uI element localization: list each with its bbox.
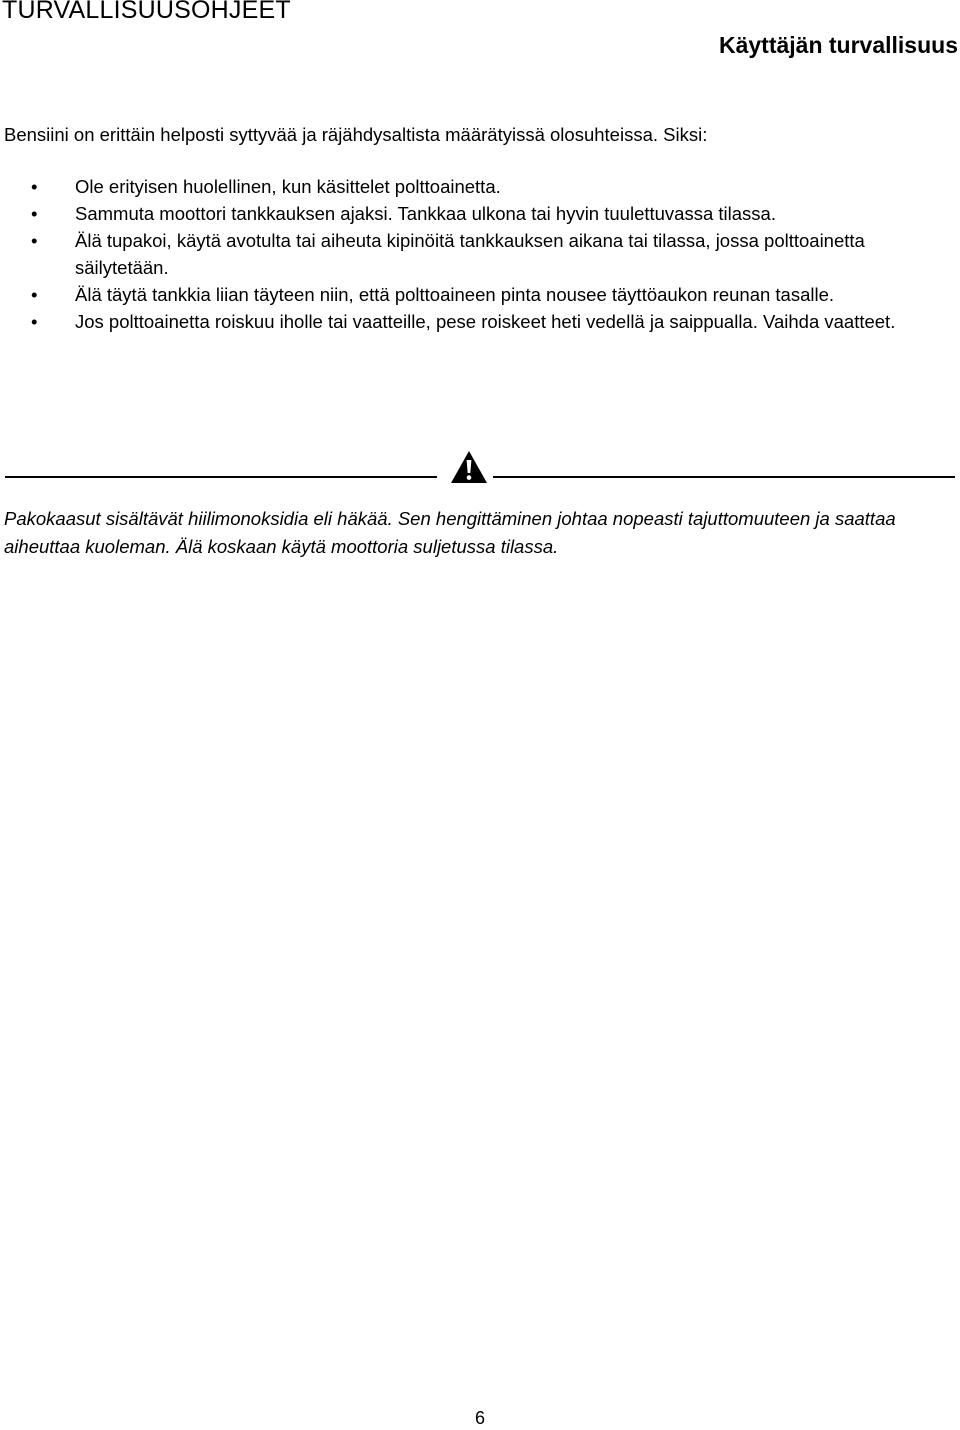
intro-paragraph: Bensiini on erittäin helposti syttyvää ja räjähdysaltista määrätyissä olosuhteissa. Siksi: (4, 124, 708, 145)
bullet-text: Sammuta moottori tankkauksen ajaksi. Tankkaa ulkona tai hyvin tuulettuvassa tilassa. (75, 203, 776, 224)
bullet-item (0, 227, 960, 281)
bullet-marker: • (31, 203, 38, 224)
bullet-text: Älä täytä tankkia liian täyteen niin, että polttoaineen pinta nousee täyttöaukon reunan tasalle. (75, 284, 835, 305)
bullet-item (0, 281, 960, 308)
bullet-item (0, 200, 960, 227)
carbon-monoxide-warning: Pakokaasut sisältävät hiilimonoksidia eli häkää. Sen hengittäminen johtaa nopeasti tajuttomuuteen ja saattaa aiheuttaa kuoleman. Älä koskaan käytä moottoria suljetussa tilassa. (4, 508, 896, 557)
page-number: 6 (474, 1408, 485, 1428)
divider-line-right (493, 476, 955, 478)
safety-bullet-list (0, 173, 960, 335)
bullet-text: Älä tupakoi, käytä avotulta tai aiheuta kipinöitä tankkauksen aikana tai tilassa, jossa polttoainetta säilytetään. (75, 230, 865, 278)
bullet-marker: • (31, 284, 38, 305)
bullet-marker: • (31, 176, 38, 197)
section-title: Käyttäjän turvallisuus (718, 32, 958, 58)
bullet-item (0, 308, 960, 335)
divider-line-left (5, 476, 437, 478)
bullet-text: Ole erityisen huolellinen, kun käsittelet polttoainetta. (75, 176, 501, 197)
bullet-marker: • (31, 311, 38, 332)
bullet-text: Jos polttoainetta roiskuu iholle tai vaatteille, pese roiskeet heti vedellä ja saippualla. Vaihda vaatteet. (75, 311, 896, 332)
warning-divider (0, 450, 960, 490)
bullet-marker: • (31, 230, 38, 251)
bullet-item (0, 173, 960, 200)
page-title: TURVALLISUUSOHJEET (2, 0, 291, 24)
warning-triangle-icon (450, 450, 488, 484)
